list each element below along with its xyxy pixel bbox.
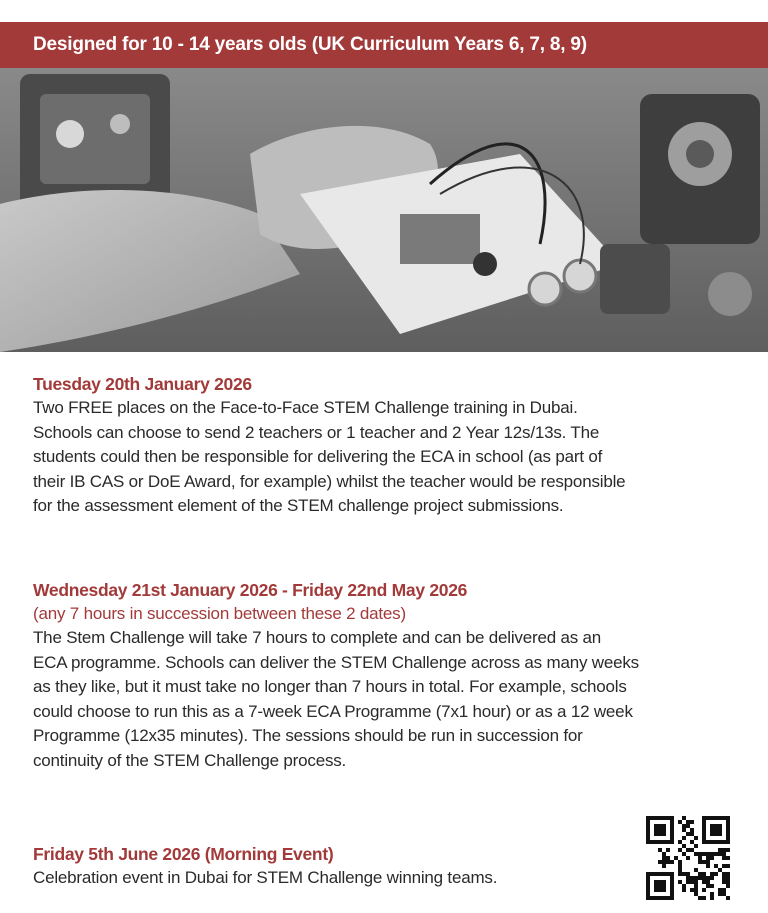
section-title: Tuesday 20th January 2026	[33, 374, 252, 394]
section-title: Wednesday 21st January 2026 - Friday 22nd May 2026	[33, 580, 468, 600]
body-line: Two FREE places on the Face-to-Face STEM Challenge training in Dubai.	[33, 398, 578, 417]
body-line: Schools can choose to send 2 teachers or 1 teacher and 2 Year 12s/13s. The	[33, 422, 600, 442]
age-range-banner: Designed for 10 - 14 years olds (UK Curriculum Years 6, 7, 8, 9)	[0, 22, 768, 68]
body-line: Celebration event in Dubai for STEM Challenge winning teams.	[33, 868, 498, 887]
section-title: Friday 5th June 2026 (Morning Event)	[33, 844, 334, 864]
body-line: as they like, but it must take no longer than 7 hours in total. For example, schools	[33, 677, 627, 696]
body-line: students could then be responsible for delivering the ECA in school (as part of	[33, 447, 603, 466]
qr-code[interactable]	[646, 816, 730, 900]
section-body	[33, 866, 633, 891]
body-line: for the assessment element of the STEM challenge project submissions.	[33, 496, 564, 515]
body-line: their IB CAS or DoE Award, for example) whilst the teacher would be responsible	[33, 471, 626, 491]
delivery-window-section	[33, 578, 738, 773]
celebration-event-section	[33, 842, 633, 891]
robot-workshop-photo	[0, 64, 768, 352]
section-body	[33, 626, 738, 773]
body-line: Programme (12x35 minutes). The sessions should be run in succession for	[33, 726, 583, 745]
training-date-section	[33, 372, 738, 519]
section-body	[33, 396, 738, 519]
body-line: ECA programme. Schools can deliver the STEM Challenge across as many weeks	[33, 652, 639, 672]
body-line: The Stem Challenge will take 7 hours to complete and can be delivered as an	[33, 628, 602, 647]
body-line: continuity of the STEM Challenge process.	[33, 750, 347, 770]
body-line: could choose to run this as a 7-week ECA Programme (7x1 hour) or as a 12 week	[33, 701, 633, 721]
section-subtitle: (any 7 hours in succession between these 2 dates)	[33, 604, 406, 623]
